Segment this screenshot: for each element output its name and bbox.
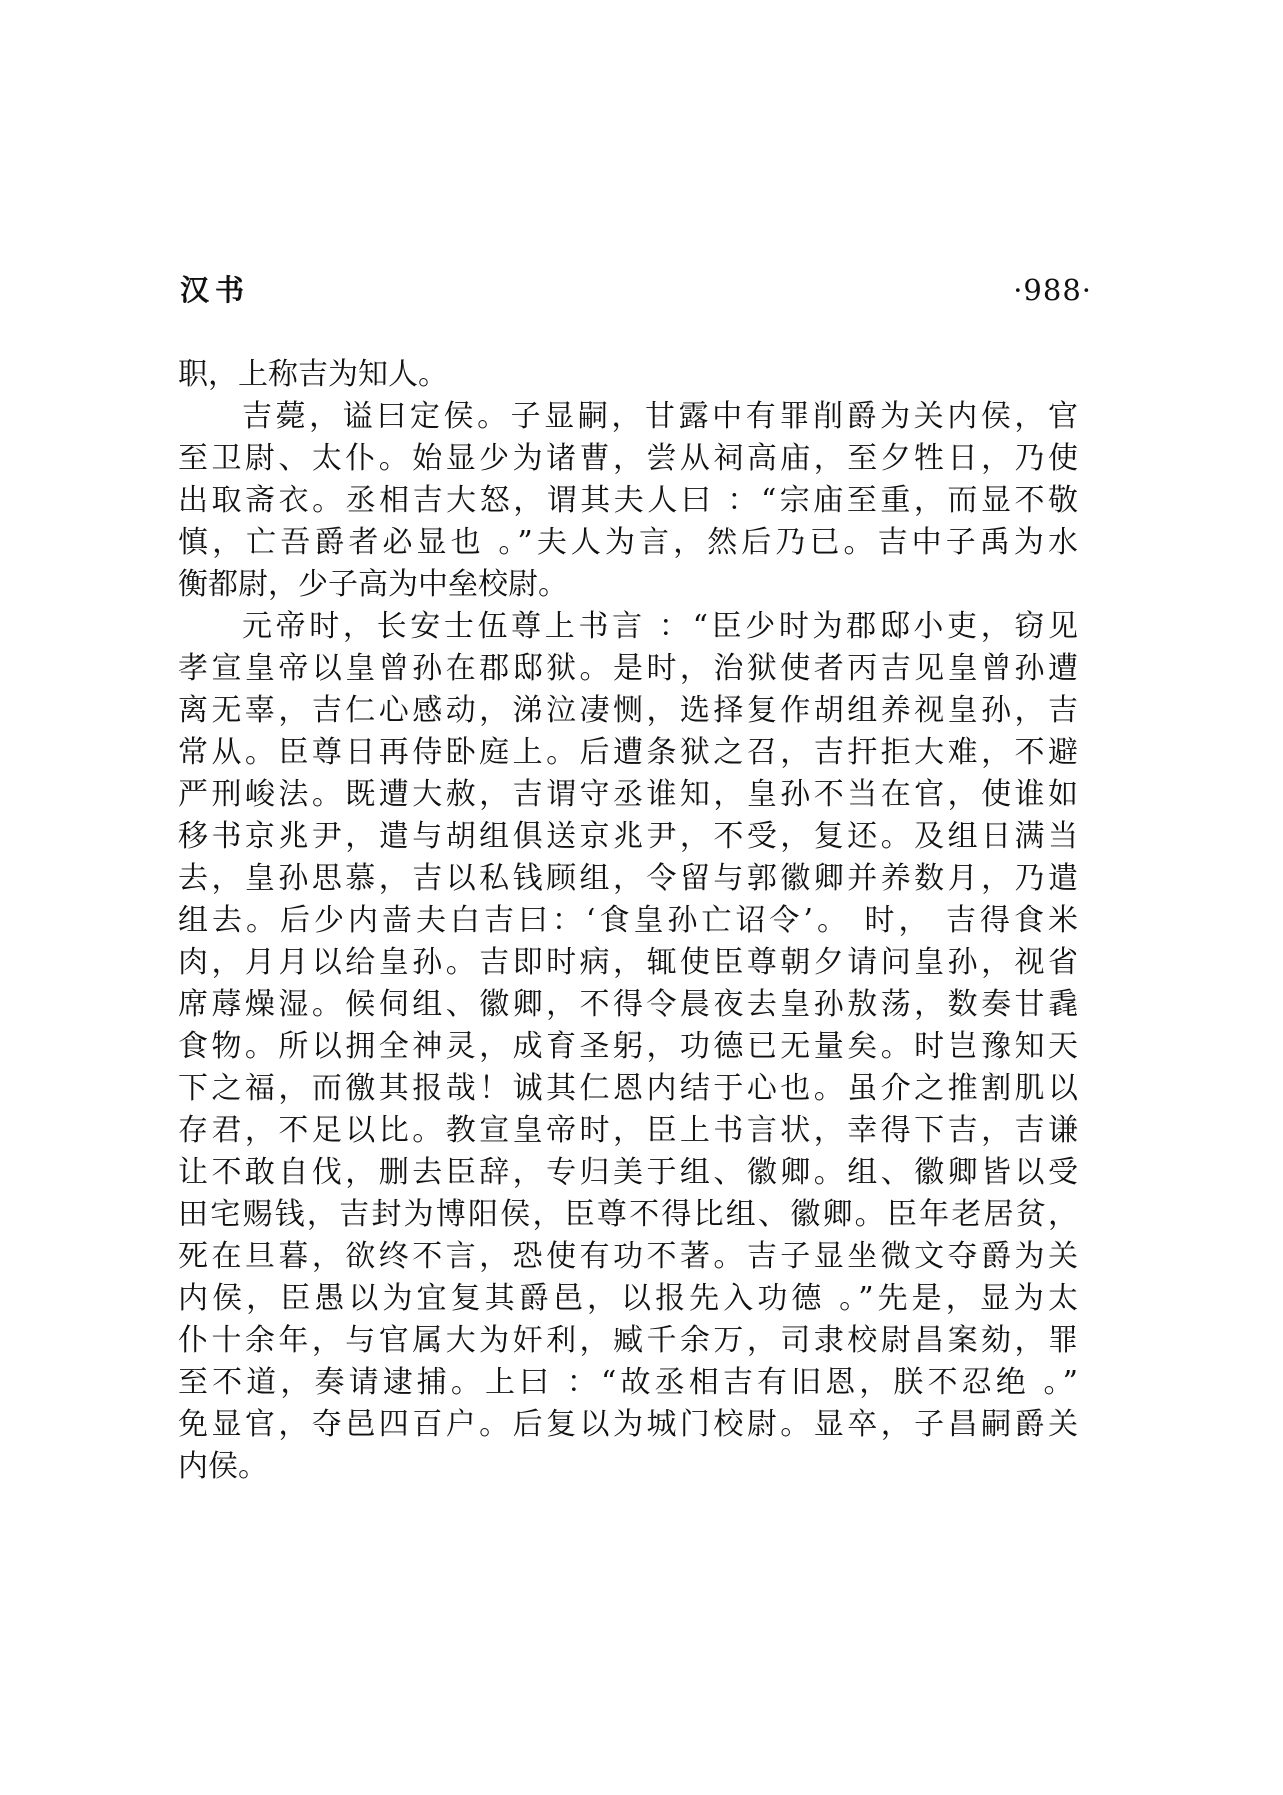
text-line: 元帝时，长安士伍尊上书言 ：“臣少时为郡邸小吏，窃见: [242, 609, 1078, 644]
text-line: 存君，不足以比。教宣皇帝时，臣上书言状，幸得下吉，吉谦: [178, 1113, 1078, 1148]
text-line: 仆十余年，与官属大为奸利，臧千余万，司隶校尉昌案劾，罪: [178, 1323, 1078, 1358]
text-line: 内侯，臣愚以为宜复其爵邑，以报先入功德 。”先是，显为太: [178, 1281, 1078, 1316]
text-line: 职，上称吉为知人。: [178, 357, 448, 392]
text-line: 孝宣皇帝以皇曾孙在郡邸狱。是时，治狱使者丙吉见皇曾孙遭: [178, 651, 1078, 686]
text-line: 组去。后少内啬夫白吉曰：‘食皇孙亡诏令’。 时， 吉得食米: [178, 903, 1078, 938]
text-line: 严刑峻法。既遭大赦，吉谓守丞谁知，皇孙不当在官，使谁如: [178, 777, 1078, 812]
text-line: 离无辜，吉仁心感动，涕泣凄恻，选择复作胡组养视皇孙，吉: [178, 693, 1078, 728]
text-line: 肉，月月以给皇孙。吉即时病，辄使臣尊朝夕请问皇孙，视省: [178, 945, 1078, 980]
text-line: 衡都尉，少子高为中垒校尉。: [178, 567, 568, 602]
page-header: [180, 268, 1092, 312]
text-line: 慎，亡吾爵者必显也 。”夫人为言，然后乃已。吉中子禹为水: [178, 525, 1078, 560]
text-line: 吉薨，谥曰定侯。子显嗣，甘露中有罪削爵为关内侯，官: [242, 399, 1078, 434]
text-line: 死在旦暮，欲终不言，恐使有功不著。吉子显坐微文夺爵为关: [178, 1239, 1078, 1274]
text-line: 下之福，而徼其报哉！诚其仁恩内结于心也。虽介之推割肌以: [178, 1071, 1078, 1106]
text-line: 至卫尉、太仆。始显少为诸曹，尝从祠高庙，至夕牲日，乃使: [178, 441, 1078, 476]
text-line: 至不道，奏请逮捕。上曰 ：“故丞相吉有旧恩，朕不忍绝 。”: [178, 1365, 1078, 1400]
text-line: 让不敢自伐，删去臣辞，专归美于组、徽卿。组、徽卿皆以受: [178, 1155, 1078, 1190]
page-number: ·988·: [1013, 273, 1092, 307]
body-text: [178, 354, 1078, 1488]
text-line: 出取斋衣。丞相吉大怒，谓其夫人曰 ：“宗庙至重，而显不敬: [178, 483, 1078, 518]
text-line: 田宅赐钱，吉封为博阳侯，臣尊不得比组、徽卿。臣年老居贫，: [178, 1197, 1078, 1232]
text-line: 内侯。: [178, 1449, 268, 1484]
book-title: 汉书: [180, 273, 251, 307]
text-line: 常从。臣尊日再侍卧庭上。后遭条狱之召，吉扞拒大难，不避: [178, 735, 1078, 770]
text-line: 移书京兆尹，遣与胡组俱送京兆尹，不受，复还。及组日满当: [178, 819, 1078, 854]
text-line: 食物。所以拥全神灵，成育圣躬，功德已无量矣。时岂豫知天: [178, 1029, 1078, 1064]
text-line: 席蓐燥湿。候伺组、徽卿，不得令晨夜去皇孙敖荡，数奏甘毳: [178, 987, 1078, 1022]
text-line: 去，皇孙思慕，吉以私钱顾组，令留与郭徽卿并养数月，乃遣: [178, 861, 1078, 896]
text-line: 免显官，夺邑四百户。后复以为城门校尉。显卒，子昌嗣爵关: [178, 1407, 1078, 1442]
